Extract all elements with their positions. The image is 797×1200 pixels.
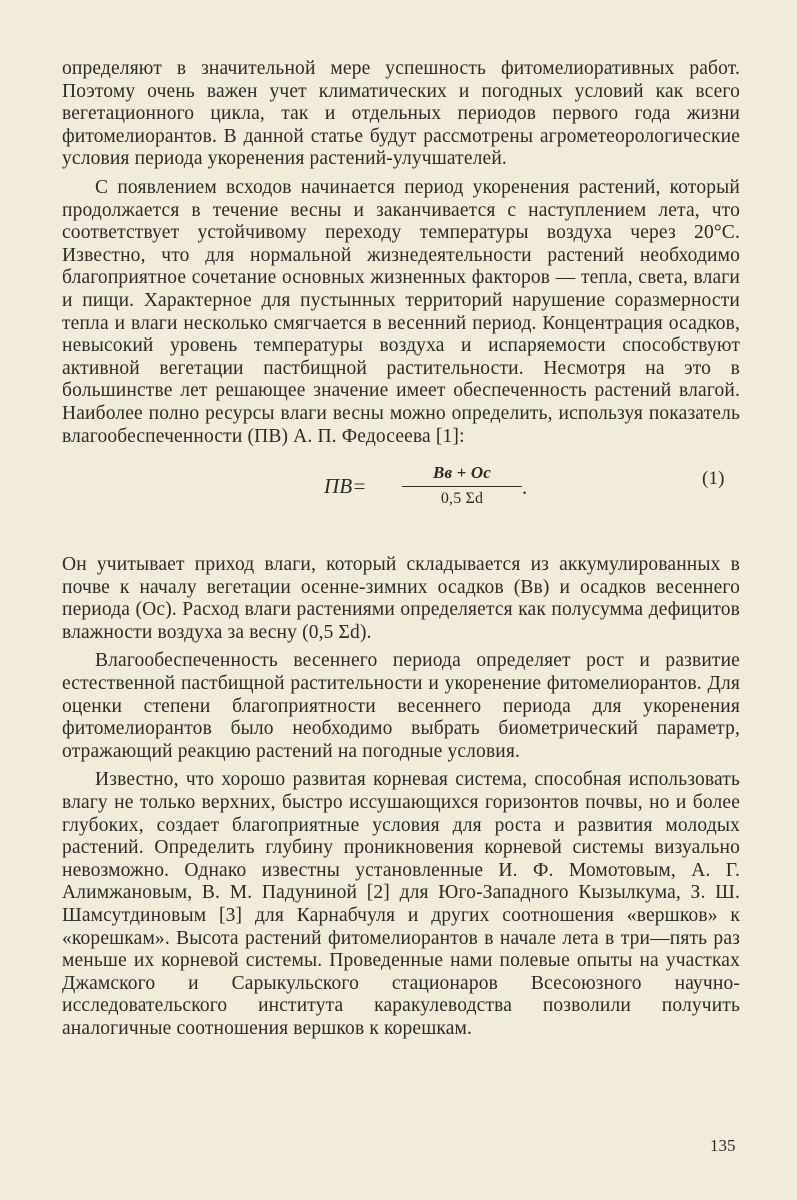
formula-pv [62, 462, 740, 536]
page-number: 135 [710, 1136, 736, 1155]
paragraph-5: Известно, что хорошо развитая корневая система, способная использовать влагу не только верхних, быстро иссушающихся горизонтов почвы, но и более глубоких, создает благоприятные условия для роста и развития молодых растений. Определить глубину проникновения корневой системы визуально невозможно. Однако известны установленные И. Ф. Момотовым, А. Г. Алимжановым, В. М. Падуниной [2] для Юго-Западного Кызылкума, З. Ш. Шамсутдиновым [3] для Карнабчуля и других соотношения «вершков» к «корешкам». Высота растений фитомелиорантов в начале лета в три—пять раз меньше их корневой системы. Проведенные нами полевые опыты на участках Джамского и Сарыкульского стационаров Всесоюзного научно-исследовательского института каракулеводства позволили получить аналогичные соотношения вершков к корешкам. [62, 769, 740, 1039]
formula-lhs: ПВ= [324, 474, 367, 499]
formula-terminator: . [522, 475, 528, 500]
formula-denominator: 0,5 Σd [440, 490, 484, 508]
formula-numerator: Вв + Ос [402, 462, 522, 487]
formula-number: (1) [702, 468, 725, 490]
paragraph-2: С появлением всходов начинается период укоренения растений, который продолжается в течение весны и заканчивается с наступлением лета, что соответствует устойчивому переходу температуры воздуха через 20°С. Известно, что для нормальной жизнедеятельности растений необходимо благоприятное сочетание основных жизненных факторов — тепла, света, влаги и пищи. Характерное для пустынных территорий нарушение соразмерности тепла и влаги несколько смягчается в весенний период. Концентрация осадков, невысокий уровень температуры воздуха и испаряемости способствуют активной вегетации пастбищной растительности. Несмотря на это в большинстве лет решающее значение имеет обеспеченность растений влагой. Наиболее полно ресурсы влаги весны можно определить, используя показатель влагообеспеченности (ПВ) А. П. Федосеева [1]: [62, 176, 740, 447]
formula-fraction [402, 462, 522, 510]
paragraph-4: Влагообеспеченность весеннего периода определяет рост и развитие естественной пастбищной растительности и укоренение фитомелиорантов. Для оценки степени благоприятности весеннего периода для укоренения фитомелиорантов было необходимо выбрать биометрический параметр, отражающий реакцию растений на погодные условия. [62, 650, 740, 762]
paragraph-1: определяют в значительной мере успешность фитомелиоративных работ. Поэтому очень важен учет климатических и погодных условий как всего вегетационного цикла, так и отдельных периодов первого года жизни фитомелиорантов. В данной статье будут рассмотрены агрометеорологические условия периода укоренения растений-улучшателей. [62, 58, 740, 170]
body-text [62, 58, 740, 1041]
paragraph-3: Он учитывает приход влаги, который складывается из аккумулированных в почве к началу вегетации осенне-зимних осадков (Вв) и осадков весеннего периода (Ос). Расход влаги растениями определяется как полусумма дефицитов влажности воздуха за весну (0,5 Σd). [62, 554, 740, 643]
